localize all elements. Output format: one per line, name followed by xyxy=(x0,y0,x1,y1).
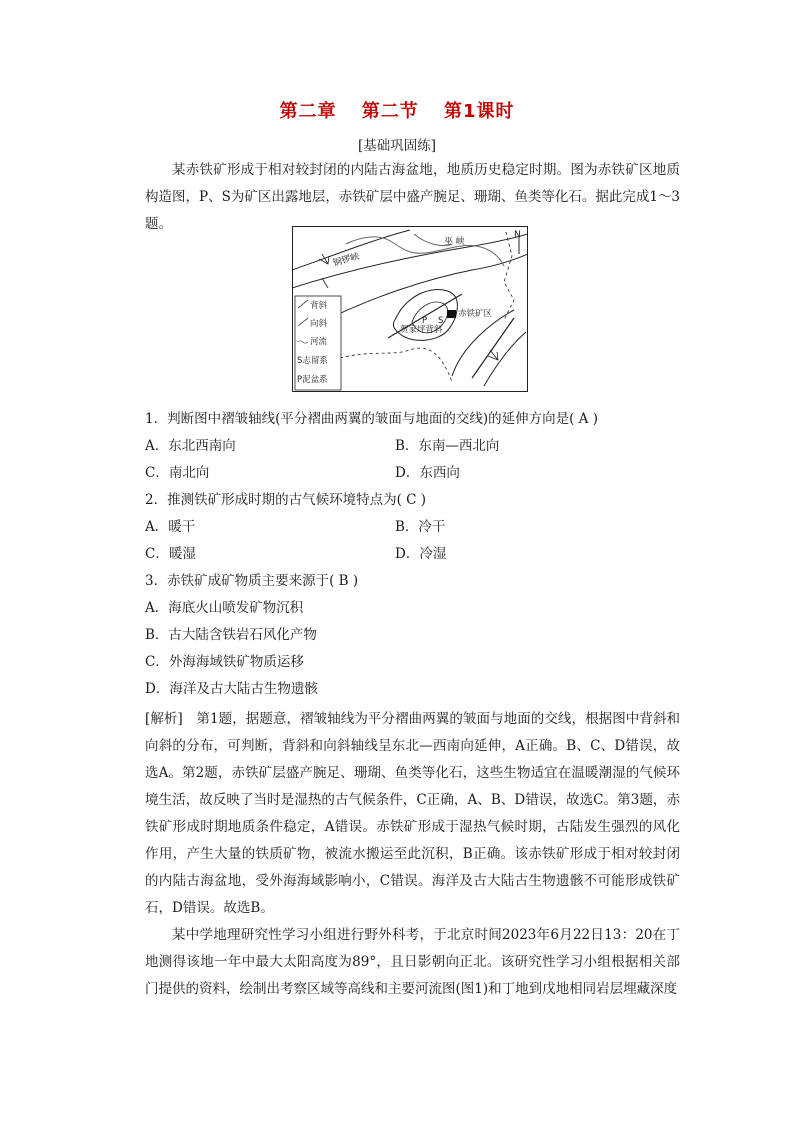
question-2-option-b: B．冷干 xyxy=(395,519,446,535)
question-3-option-c: C．外海海域铁矿物质运移 xyxy=(145,654,304,670)
question-3-stem: 3．赤铁矿成矿物质主要来源于( B ) xyxy=(145,573,359,589)
question-3-option-a: A．海底火山喷发矿物沉积 xyxy=(145,600,304,616)
question-3-option-d: D．海洋及古大陆古生物遗骸 xyxy=(145,681,318,697)
geology-map xyxy=(292,226,528,392)
map-label-p: P xyxy=(422,316,428,326)
section-subtitle: [基础巩固练] xyxy=(357,138,437,154)
legend-devonian: P泥盆系 xyxy=(297,375,328,385)
intro-paragraph-2: 某中学地理研究性学习小组进行野外科考，于北京时间2023年6月22日13：20在丁地测得该地一年中最大太阳高度为89°，且日影朝向正北。该研究性学习小组根据相关部门提供的资料，绘制出考察区域等高线和主要河流图(图1)和丁地到戊地相同岩层埋藏深度 xyxy=(145,927,680,997)
question-1-option-b: B．东南—西北向 xyxy=(395,438,500,454)
map-label-anticline: 贺家坪背斜 xyxy=(400,325,443,335)
question-2-option-d: D．冷湿 xyxy=(395,546,447,562)
legend-river: 河流 xyxy=(310,337,328,347)
map-label-s: S xyxy=(438,316,444,326)
map-label-gorge2: 巫 峡 xyxy=(444,237,465,247)
title-chapter: 第二章 xyxy=(279,101,337,122)
question-2-option-c: C．暖湿 xyxy=(145,546,196,562)
map-label-gorge1: 铜锣峡 xyxy=(332,251,361,269)
question-3-option-b: B．古大陆含铁岩石风化产物 xyxy=(145,627,317,643)
question-1-option-a: A．东北西南向 xyxy=(145,438,236,454)
title-section: 第二节 xyxy=(361,101,419,122)
question-2-stem: 2．推测铁矿形成时期的古气候环境特点为( C ) xyxy=(145,492,427,508)
legend-anticline: 背斜 xyxy=(310,301,328,311)
legend-silurian: S志留系 xyxy=(297,356,328,366)
legend-syncline: 向斜 xyxy=(310,319,328,329)
analysis-paragraph: [解析] 第1题，据题意，褶皱轴线为平分褶曲两翼的皱面与地面的交线，根据图中背斜和向斜的分布，可判断，背斜和向斜轴线呈东北—西南向延伸，A正确。B、C、D错误，故选A。第2题，赤铁矿层盛产腕足、珊瑚、鱼类等化石，这些生物适宜在温暖潮湿的气候环境生活，故反映了当时是湿热的古气候条件，C正确，A、B、D错误，故选C。第3题，赤铁矿形成时期地质条件稳定，A错误。赤铁矿形成于湿热气候时期，古陆发生强烈的风化作用，产生大量的铁质矿物，被流水搬运至此沉积，B正确。该赤铁矿形成于相对较封闭的内陆古海盆地，受外海海域影响小，C错误。海洋及古大陆古生物遗骸不可能形成铁矿石，D错误。故选B。 xyxy=(145,711,680,916)
mine-marker xyxy=(447,310,456,318)
question-2-option-a: A．暖干 xyxy=(145,519,196,535)
page-title xyxy=(0,97,794,123)
intro-paragraph-1: 某赤铁矿形成于相对较封闭的内陆古海盆地，地质历史稳定时期。图为赤铁矿区地质构造图，P、S为矿区出露地层，赤铁矿层中盛产腕足、珊瑚、鱼类等化石。据此完成1～3题。 xyxy=(145,162,681,232)
question-1-stem: 1．判断图中褶皱轴线(平分褶曲两翼的皱面与地面的交线)的延伸方向是( A ) xyxy=(145,411,598,427)
title-lesson: 第1课时 xyxy=(444,101,515,122)
north-arrow-label: N xyxy=(514,230,521,240)
question-1-option-d: D．东西向 xyxy=(395,465,460,481)
geology-map-figure xyxy=(292,226,528,392)
question-1-option-c: C．南北向 xyxy=(145,465,210,481)
map-label-mine: 赤铁矿区 xyxy=(458,309,493,319)
